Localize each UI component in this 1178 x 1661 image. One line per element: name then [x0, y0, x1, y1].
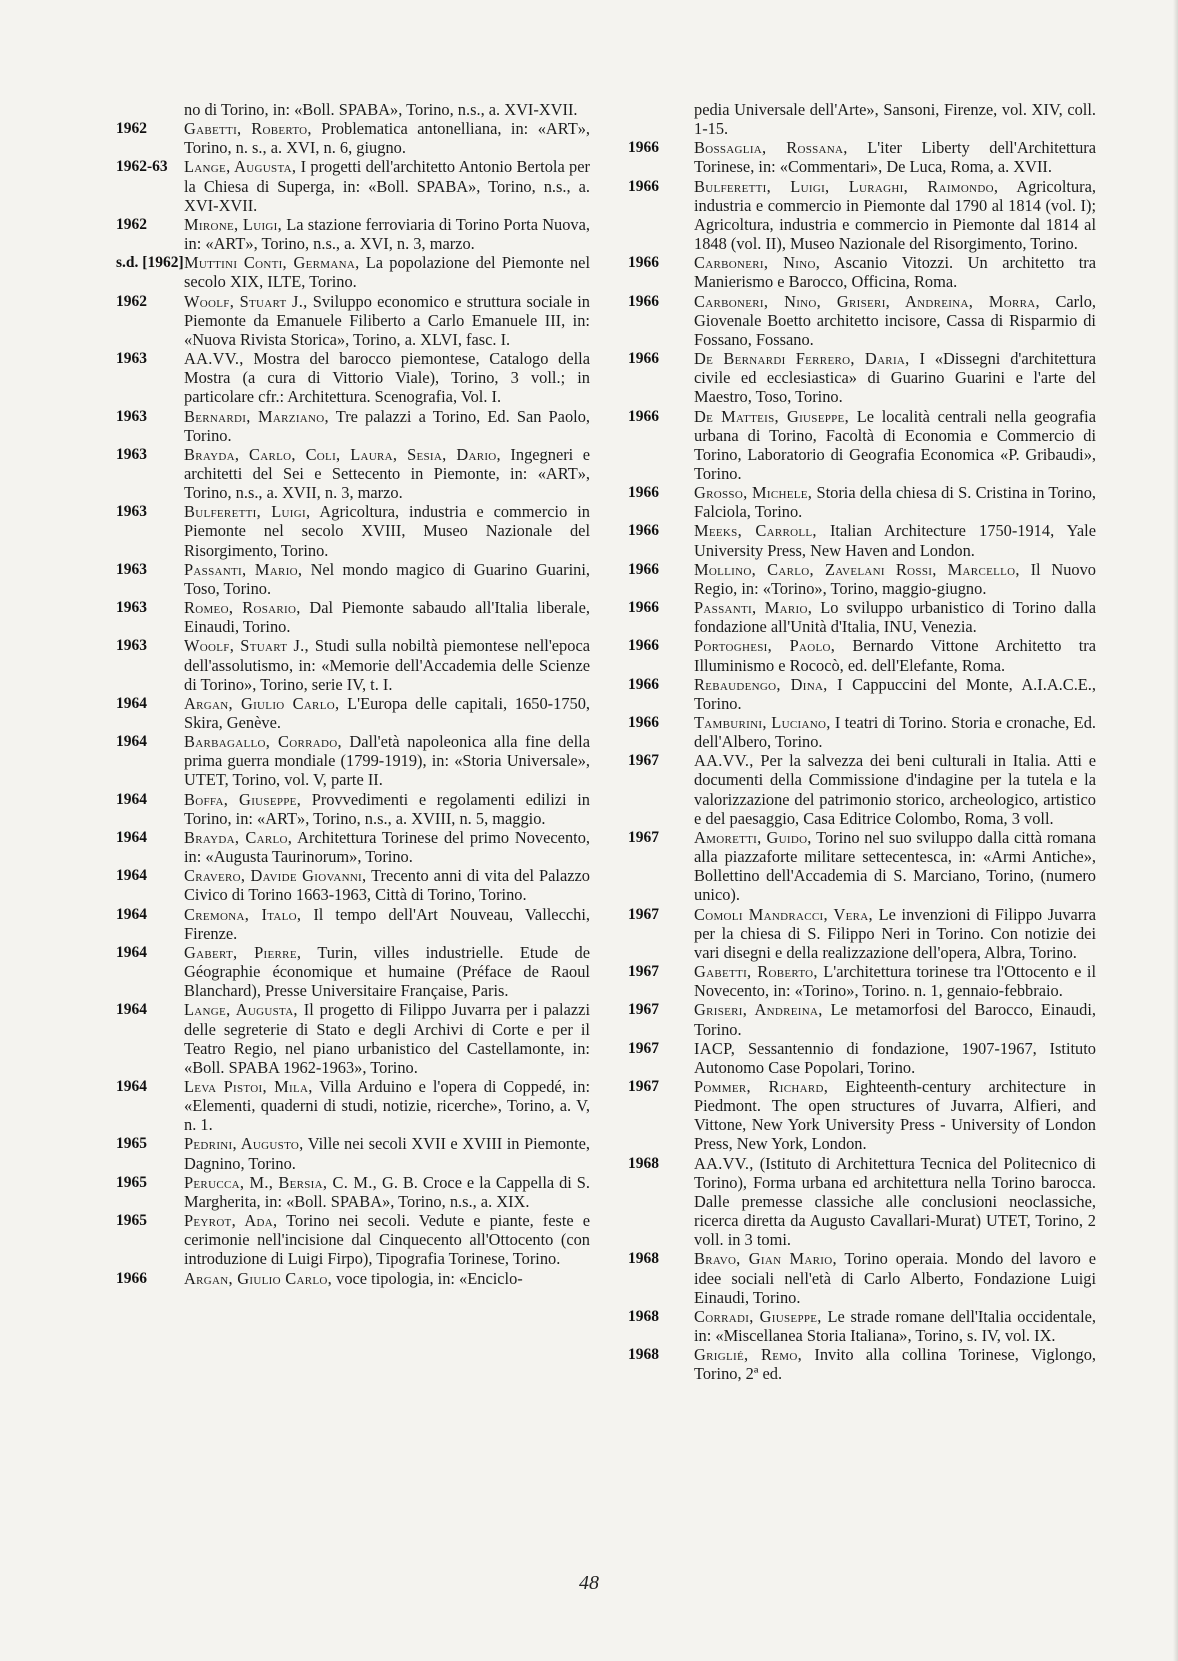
entry-citation: Italian Architecture 1750-1914, Yale University Press, New Haven and London.	[694, 521, 1096, 560]
entry-author: Peyrot, Ada,	[184, 1211, 278, 1231]
entry-text	[694, 1000, 1096, 1038]
entry-author: Gabert, Pierre,	[184, 942, 302, 962]
entry-citation: I teatri di Torino. Storia e cronache, Ed. dell'Albero, Torino.	[694, 713, 1096, 752]
bibliography-entry	[116, 119, 590, 157]
entry-text	[184, 349, 590, 406]
entry-year: 1966	[628, 637, 659, 655]
entry-author: IACP,	[694, 1038, 736, 1058]
entry-author: Pommer, Richard,	[694, 1076, 829, 1096]
bibliography-entry	[628, 521, 1096, 559]
entry-citation: Torino nei secoli. Vedute e piante, feste e cerimonie nell'incisione dal Cinquecento all'Ottocento (con introduzione di Luigi Firpo), Tipografia Torinese, Torino.	[184, 1211, 590, 1269]
entry-author: Pedrini, Augusto,	[184, 1134, 304, 1154]
entry-text	[184, 215, 590, 253]
entry-text	[184, 790, 590, 828]
entry-year: 1967	[628, 1001, 659, 1019]
bibliography-entry	[116, 905, 590, 943]
entry-year: 1966	[628, 714, 659, 731]
entry-citation: Per la salvezza dei beni culturali in Italia. Atti e documenti della Commissione d'indagine per la tutela e la valorizzazione del patrimonio storico, archeologico, artistico e del paesaggio, Casa Editrice Colombo, Roma, 3 voll.	[694, 751, 1096, 828]
entry-author: Gabetti, Roberto,	[694, 962, 818, 982]
entry-author: Brayda, Carlo,	[184, 827, 293, 847]
entry-citation: Provvedimenti e regolamenti edilizi in Torino, in: «ART», Torino, n.s., a. XVIII, n. 5, maggio.	[184, 789, 590, 828]
entry-text	[694, 1345, 1096, 1383]
entry-citation: Storia della chiesa di S. Cristina in Torino, Falciola, Torino.	[694, 483, 1096, 522]
entry-year: 1964	[116, 733, 147, 751]
entry-year: 1965	[116, 1135, 147, 1153]
entry-year: 1967	[628, 752, 659, 770]
entry-year: 1967	[628, 963, 659, 981]
entry-citation: Le strade romane dell'Italia occidentale, in: «Miscellanea Storia Italiana», Torino, s. IV, vol. IX.	[694, 1306, 1097, 1345]
entry-citation: Agricoltura, industria e commercio in Piemonte nel secolo XVIII, Museo Nazionale del Risorgimento, Torino.	[184, 502, 590, 560]
entry-citation: Sviluppo economico e struttura sociale in Piemonte da Emanuele Filiberto a Carlo Emanuele III, in: «Nuova Rivista Storica», Torino, a. XLVI, fasc. I.	[184, 291, 590, 349]
entry-citation: Turin, villes industrielle. Etude de Géographie économique et humaine (Préface de Raoul Blanchard), Presse Universitaire Française, Paris.	[184, 942, 590, 1001]
entry-author: AA.VV.,	[694, 1153, 754, 1173]
entry-author: Romeo, Rosario,	[184, 598, 301, 618]
entry-text	[694, 905, 1096, 962]
entry-author: Boffa, Giuseppe,	[184, 789, 302, 809]
entry-citation: L'Europa delle capitali, 1650-1750, Skira, Genève.	[184, 693, 591, 732]
entry-citation: Ville nei secoli XVII e XVIII in Piemonte, Dagnino, Torino.	[184, 1134, 591, 1173]
entry-year: 1963	[116, 560, 147, 578]
entry-author: AA.VV.,	[694, 751, 754, 771]
entry-year: 1965	[116, 1173, 147, 1191]
entry-year: 1963	[116, 637, 147, 655]
entry-text	[184, 119, 590, 157]
bibliography-entry	[628, 1249, 1096, 1306]
entry-year: 1964	[116, 828, 147, 846]
entry-citation: Le invenzioni di Filippo Juvarra per la chiesa di S. Filippo Neri in Torino. Con notizie dei vari disegni e della realizzazione dell'opera, Albra, Torino.	[694, 904, 1096, 962]
entry-year: 1963	[116, 350, 147, 368]
bibliography-entry	[628, 1307, 1096, 1345]
bibliography-entry	[628, 713, 1096, 751]
entry-citation: Problematica antonelliana, in: «ART», Torino, n. s., a. XVI, n. 6, giugno.	[184, 119, 590, 158]
entry-year: 1967	[628, 905, 659, 923]
entry-author: De Matteis, Giuseppe,	[694, 406, 849, 426]
entry-text	[184, 253, 590, 291]
entry-author: Tamburini, Luciano,	[694, 713, 831, 732]
bibliography-entry	[116, 1269, 590, 1288]
entry-text: no di Torino, in: «Boll. SPABA», Torino, n.s., a. XVI-XVII.	[184, 100, 578, 119]
entry-text	[694, 292, 1096, 349]
bibliography-entry	[628, 1077, 1096, 1154]
entry-citation: Architettura Torinese del primo Novecento, in: «Augusta Taurinorum», Torino.	[184, 827, 590, 867]
bibliography-entry	[116, 215, 590, 253]
bibliography-entry	[628, 1039, 1096, 1077]
entry-year: 1967	[628, 828, 659, 846]
entry-year: 1967	[628, 1039, 659, 1057]
bibliography-entry	[116, 943, 590, 1000]
entry-text	[184, 1077, 590, 1134]
entry-year: 1962	[116, 120, 147, 138]
entry-author: Griglié, Remo,	[694, 1345, 803, 1365]
entry-text	[694, 1039, 1096, 1077]
entry-year: 1964	[116, 790, 147, 808]
entry-citation: Lo sviluppo urbanistico di Torino dalla fondazione all'Unità d'Italia, INU, Venezia.	[694, 598, 1096, 637]
bibliography-entry	[628, 407, 1096, 484]
entry-author: Passanti, Mario,	[184, 559, 303, 579]
entry-author: De Bernardi Ferrero, Daria,	[694, 349, 910, 369]
entry-text	[694, 1307, 1096, 1345]
entry-text	[694, 1154, 1096, 1250]
bibliography-entry	[628, 292, 1096, 349]
bibliography-entry	[628, 598, 1096, 636]
entry-year: 1966	[628, 292, 659, 310]
entry-year: 1968	[628, 1250, 659, 1268]
entry-author: Comoli Mandracci, Vera,	[694, 904, 873, 924]
entry-citation: Carlo, Giovenale Boetto architetto incisore, Cassa di Risparmio di Fossano, Fossano.	[694, 291, 1096, 349]
entry-year: 1964	[116, 694, 147, 712]
entry-year: s.d. [1962]	[116, 254, 184, 272]
bibliography-entry	[628, 177, 1096, 254]
entry-text	[694, 598, 1096, 636]
entry-text	[184, 1269, 590, 1288]
entry-citation: Agricoltura, industria e commercio in Piemonte dal 1790 al 1814 (vol. I); Agricoltura, industria e commercio in Piemonte dal 1814 al 1848 (vol. II), Museo Nazionale del Risorgimento, Torino.	[694, 176, 1097, 254]
entry-year: 1968	[628, 1307, 659, 1325]
entry-year: 1966	[628, 675, 659, 693]
entry-citation: Mostra del barocco piemontese, Catalogo della Mostra (a cura di Vittorio Viale), Torino, 3 voll.; in particolare cfr.: Architettura. Scenografia, Vol. I.	[184, 349, 590, 407]
entry-year: 1966	[628, 139, 659, 157]
entry-text	[694, 138, 1096, 176]
entry-year: 1965	[116, 1212, 147, 1230]
entry-text	[694, 828, 1096, 905]
bibliography-entry	[116, 253, 590, 291]
entry-text	[184, 732, 590, 789]
bibliography-entry	[628, 138, 1096, 176]
entry-citation: Il Nuovo Regio, in: «Torino», Torino, maggio-giugno.	[694, 559, 1096, 598]
entry-year: 1964	[116, 867, 147, 885]
continuation-entry	[628, 100, 1096, 138]
bibliography-entry	[116, 1134, 590, 1172]
entry-author: Mollino, Carlo, Zavelani Rossi, Marcello,	[694, 559, 1020, 579]
entry-citation: Eighteenth-century architecture in Piedmont. The open structures of Juvarra, Alfieri, and Vittone, New York University Press - University of London Press, New York, London.	[694, 1076, 1096, 1154]
entry-citation: La popolazione del Piemonte nel secolo XIX, ILTE, Torino.	[184, 253, 590, 292]
entry-author: Bravo, Gian Mario,	[694, 1249, 837, 1269]
bibliography-entry	[628, 962, 1096, 1000]
entry-citation: Bernardo Vittone Architetto tra Illuminismo e Rococò, ed. dell'Elefante, Roma.	[694, 636, 1096, 675]
entry-author: Cremona, Italo,	[184, 904, 302, 924]
entry-year: 1966	[628, 560, 659, 578]
continuation-entry	[116, 100, 590, 119]
entry-author: Cravero, Davide Giovanni,	[184, 866, 367, 886]
entry-citation: Il progetto di Filippo Juvarra per i palazzi delle segreterie di Stato e degli Archivi di Corte e per il Teatro Regio, nel piano urbanistico del Castellamonte, in: «Boll. SPABA 1962-1963», Torino.	[184, 1000, 590, 1077]
entry-text	[184, 694, 590, 732]
entry-year: 1963	[116, 599, 147, 617]
entry-author: Lange, Augusta,	[184, 1000, 298, 1020]
entry-text	[184, 1173, 590, 1211]
bibliography-entry	[628, 483, 1096, 521]
entry-text	[184, 905, 590, 943]
entry-author: Bernardi, Marziano,	[184, 406, 329, 426]
entry-citation: Le località centrali nella geografia urbana di Torino, Facoltà di Economia e Commercio di Torino, Laboratorio di Geografia Economica «P. Gribaudi», Torino.	[694, 406, 1097, 483]
entry-text	[184, 1134, 590, 1172]
entry-citation: Dal Piemonte sabaudo all'Italia liberale, Einaudi, Torino.	[184, 598, 590, 637]
entry-text	[694, 177, 1096, 254]
bibliography-entry	[628, 905, 1096, 962]
entry-citation: Torino operaia. Mondo del lavoro e idee sociali nell'età di Carlo Alberto, Fondazione Luigi Einaudi, Torino.	[694, 1249, 1096, 1307]
entry-year: 1963	[116, 503, 147, 521]
bibliography-entry	[116, 1211, 590, 1268]
bibliography-entry	[116, 292, 590, 349]
entry-author: Mirone, Luigi,	[184, 214, 283, 234]
entry-text	[184, 943, 590, 1000]
entry-citation: Tre palazzi a Torino, Ed. San Paolo, Torino.	[184, 406, 590, 445]
entry-author: Barbagallo, Corrado,	[184, 732, 342, 752]
entry-text	[184, 407, 590, 445]
entry-citation: La stazione ferroviaria di Torino Porta Nuova, in: «ART», Torino, n.s., a. XVI, n. 3, marzo.	[184, 214, 591, 254]
entry-year: 1963	[116, 445, 147, 463]
entry-citation: (Istituto di Architettura Tecnica del Politecnico di Torino), Forma urbana ed architettura nella Torino barocca. Dalle premesse classiche alle conclusioni neoclassiche, ricerca diretta da Augusto Cavallari-Murat) UTET, Torino, 2 voll. in 3 tomi.	[694, 1153, 1096, 1250]
entry-year: 1962-63	[116, 158, 168, 176]
bibliography-entry	[628, 1345, 1096, 1383]
bibliography-entry	[116, 694, 590, 732]
entry-author: Bossaglia, Rossana,	[694, 138, 848, 158]
entry-citation: Il tempo dell'Art Nouveau, Vallecchi, Firenze.	[184, 904, 590, 943]
entry-text: pedia Universale dell'Arte», Sansoni, Firenze, vol. XIV, coll. 1-15.	[694, 100, 1096, 139]
entry-year: 1968	[628, 1154, 659, 1172]
entry-citation: Ingegneri e architetti del Sei e Settecento in Piemonte, in: «ART», Torino, n.s., a. XVII, n. 3, marzo.	[184, 444, 590, 503]
entry-year: 1968	[628, 1346, 659, 1364]
entry-year: 1962	[116, 215, 147, 233]
entry-citation: voce tipologia, in: «Enciclo-	[332, 1268, 523, 1288]
entry-text	[184, 292, 590, 349]
entry-year: 1966	[628, 254, 659, 272]
entry-citation: Invito alla collina Torinese, Viglongo, Torino, 2ª ed.	[694, 1345, 1096, 1384]
entry-citation: Studi sulla nobiltà piemontese nell'epoca dell'assolutismo, in: «Memorie dell'Accademia delle Scienze di Torino», Torino, serie IV, t. I.	[184, 636, 590, 694]
bibliography-entry	[628, 636, 1096, 674]
entry-year: 1963	[116, 407, 147, 425]
bibliography-entry	[628, 349, 1096, 406]
entry-text	[694, 483, 1096, 521]
bibliography-entry	[116, 1077, 590, 1134]
bibliography-entry	[628, 560, 1096, 598]
bibliography-entry	[116, 790, 590, 828]
bibliography-entry	[628, 751, 1096, 828]
entry-author: Woolf, Stuart J.,	[184, 636, 309, 656]
bibliography-entry	[628, 253, 1096, 291]
entry-citation: L'architettura torinese tra l'Ottocento e il Novecento, in: «Torino», Torino. n. 1, gennaio-febbraio.	[694, 962, 1096, 1001]
entry-year: 1967	[628, 1077, 659, 1095]
entry-text	[694, 1077, 1096, 1154]
entry-text	[694, 713, 1096, 751]
entry-author: Carboneri, Nino,	[694, 253, 821, 273]
entry-text	[694, 349, 1096, 406]
bibliography-entry	[116, 732, 590, 789]
bibliography-entry	[116, 349, 590, 406]
entry-text	[694, 1249, 1096, 1306]
entry-text	[694, 560, 1096, 598]
entry-text	[184, 502, 590, 559]
entry-author: Argan, Giulio Carlo,	[184, 1268, 333, 1288]
entry-text	[694, 636, 1096, 674]
bibliography-entry	[116, 1000, 590, 1077]
left-column	[116, 100, 590, 1288]
entry-author: Muttini Conti, Germana,	[184, 253, 360, 273]
entry-year: 1966	[628, 484, 659, 502]
entry-year: 1966	[628, 350, 659, 368]
entry-text	[694, 751, 1096, 828]
entry-text	[694, 962, 1096, 1000]
entry-author: Amoretti, Guido,	[694, 827, 812, 847]
entry-text	[184, 157, 590, 214]
entry-citation: I progetti dell'architetto Antonio Bertola per la Chiesa di Superga, in: «Boll. SPABA», Torino, n.s., a. XVI-XVII.	[184, 157, 590, 215]
entry-author: Lange, Augusta,	[184, 157, 297, 177]
entry-author: Rebaudengo, Dina,	[694, 674, 828, 694]
entry-author: Carboneri, Nino, Griseri, Andreina, Morra,	[694, 291, 1040, 311]
entry-author: Brayda, Carlo, Coli, Laura, Sesia, Dario,	[184, 444, 501, 464]
entry-text	[184, 1211, 590, 1268]
entry-text	[184, 866, 590, 904]
entry-citation: Sessantennio di fondazione, 1907-1967, Istituto Autonomo Case Popolari, Torino.	[694, 1038, 1096, 1077]
entry-text	[694, 521, 1096, 559]
entry-text	[184, 1000, 590, 1077]
entry-year: 1964	[116, 1077, 147, 1095]
right-column	[628, 100, 1096, 1383]
entry-year: 1964	[116, 1001, 147, 1019]
bibliography-entry	[628, 1154, 1096, 1250]
entry-year: 1966	[628, 522, 659, 540]
entry-citation: I «Dissegni d'architettura civile ed ecclesiastica» di Guarino Guarini e l'arte del Maestro, Toso, Torino.	[694, 349, 1096, 407]
entry-author: Bulferetti, Luigi, Luraghi, Raimondo,	[694, 176, 999, 196]
entry-year: 1966	[628, 407, 659, 425]
entry-year: 1962	[116, 292, 147, 310]
entry-citation: G. B. Croce e la Cappella di S. Margherita, in: «Boll. SPABA», Torino, n.s., a. XIX.	[184, 1172, 590, 1211]
entry-text	[694, 253, 1096, 291]
entry-text	[184, 598, 590, 636]
entry-author: Woolf, Stuart J.,	[184, 291, 308, 311]
bibliography-entry	[116, 560, 590, 598]
entry-text	[184, 828, 590, 866]
entry-author: Gabetti, Roberto,	[184, 119, 312, 139]
entry-year: 1964	[116, 943, 147, 961]
bibliography-entry	[628, 675, 1096, 713]
entry-year: 1966	[628, 177, 659, 195]
entry-text	[184, 445, 590, 502]
entry-citation: L'iter Liberty dell'Architettura Torinese, in: «Commentari», De Luca, Roma, a. XVII.	[694, 138, 1096, 177]
bibliography-entry	[116, 502, 590, 559]
entry-citation: Trecento anni di vita del Palazzo Civico di Torino 1663-1963, Città di Torino, Torino.	[184, 866, 590, 905]
entry-citation: Villa Arduino e l'opera di Coppedé, in: «Elementi, quaderni di studi, notizie, ricerche», Torino, a. V, n. 1.	[184, 1076, 590, 1135]
bibliography-entry	[116, 598, 590, 636]
bibliography-entry	[116, 407, 590, 445]
entry-author: Griseri, Andreina,	[694, 1000, 823, 1020]
entry-author: Meeks, Carroll,	[694, 521, 817, 541]
entry-text	[184, 636, 590, 693]
entry-author: Portoghesi, Paolo,	[694, 636, 836, 656]
entry-author: Corradi, Giuseppe,	[694, 1306, 822, 1326]
entry-year: 1964	[116, 905, 147, 923]
entry-author: Leva Pistoi, Mila,	[184, 1076, 313, 1096]
entry-author: Grosso, Michele,	[694, 483, 813, 503]
entry-citation: Ascanio Vitozzi. Un architetto tra Manierismo e Barocco, Officina, Roma.	[694, 253, 1097, 292]
entry-text	[184, 560, 590, 598]
page-edge-shadow	[1173, 0, 1178, 1661]
bibliography-entry	[116, 828, 590, 866]
page-number: 48	[579, 1572, 599, 1594]
entry-citation: Torino nel suo sviluppo dalla città romana alla piazzaforte militare settecentesca, in: «Armi Antiche», Bollettino dell'Accademia di S. Marciano, Torino, (numero unico).	[694, 827, 1096, 905]
entry-citation: Le metamorfosi del Barocco, Einaudi, Torino.	[694, 1000, 1096, 1039]
bibliography-entry	[628, 1000, 1096, 1038]
entry-author: AA.VV.,	[184, 349, 244, 369]
entry-author: Passanti, Mario,	[694, 598, 813, 618]
entry-text	[694, 407, 1096, 484]
entry-author: Bulferetti, Luigi,	[184, 502, 311, 522]
entry-citation: Nel mondo magico di Guarino Guarini, Toso, Torino.	[184, 559, 590, 598]
bibliography-entry	[628, 828, 1096, 905]
bibliography-entry	[116, 1173, 590, 1211]
bibliography-entry	[116, 157, 590, 214]
bibliography-entry	[116, 636, 590, 693]
entry-text	[694, 675, 1096, 713]
entry-year: 1966	[116, 1269, 147, 1287]
entry-year: 1966	[628, 599, 659, 617]
entry-author: Argan, Giulio Carlo,	[184, 693, 340, 713]
entry-citation: Dall'età napoleonica alla fine della prima guerra mondiale (1799-1919), in: «Storia Universale», UTET, Torino, vol. V, parte II.	[184, 732, 590, 790]
entry-citation: I Cappuccini del Monte, A.I.A.C.E., Torino.	[694, 674, 1097, 713]
entry-author: Perucca, M., Bersia, C. M.,	[184, 1172, 378, 1192]
bibliography-entry	[116, 866, 590, 904]
bibliography-entry	[116, 445, 590, 502]
